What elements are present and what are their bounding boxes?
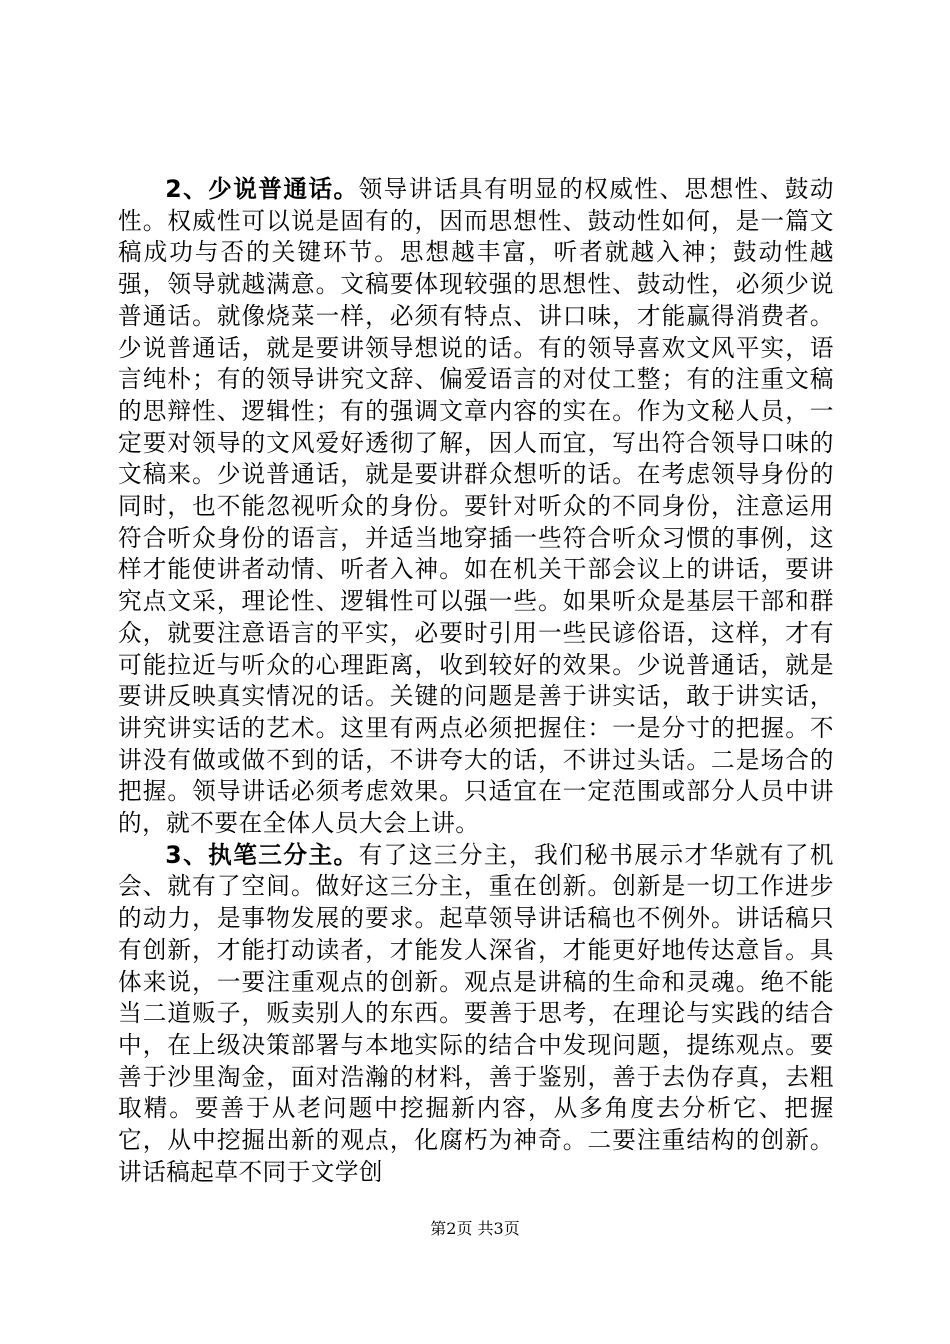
paragraph-2 xyxy=(118,174,834,840)
paragraph-2-heading: 2、少说普通话。 xyxy=(165,175,359,203)
paragraph-2-text: 领导讲话具有明显的权威性、思想性、鼓动性。权威性可以说是固有的，因而思想性、鼓动性如何，是一篇文稿成功与否的关键环节。思想越丰富，听者就越入神；鼓动性越强，领导就越满意。文稿要体现较强的思想性、鼓动性，必须少说普通话。就像烧菜一样，必须有特点、讲口味，才能赢得消费者。少说普通话，就是要讲领导想说的话。有的领导喜欢文风平实，语言纯朴；有的领导讲究文辞、偏爱语言的对仗工整；有的注重文稿的思辩性、逻辑性；有的强调文章内容的实在。作为文秘人员，一定要对领导的文风爱好透彻了解，因人而宜，写出符合领导口味的文稿来。少说普通话，就是要讲群众想听的话。在考虑领导身份的同时，也不能忽视听众的身份。要针对听众的不同身份，注意运用符合听众身份的语言，并适当地穿插一些符合听众习惯的事例，这样才能使讲者动情、听者入神。如在机关干部会议上的讲话，要讲究点文采，理论性、逻辑性可以强一些。如果听众是基层干部和群众，就要注意语言的平实，必要时引用一些民谚俗语，这样，才有可能拉近与听众的心理距离，收到较好的效果。少说普通话，就是要讲反映真实情况的话。关键的问题是善于讲实话，敢于讲实话，讲究讲实话的艺术。这里有两点必须把握住：一是分寸的把握。不讲没有做或做不到的话，不讲夸大的话，不讲过头话。二是场合的把握。领导讲话必须考虑效果。只适宜在一定范围或部分人员中讲的，就不要在全体人员大会上讲。 xyxy=(118,175,834,838)
page-footer: 第2页 共3页 xyxy=(430,1219,520,1238)
paragraph-3 xyxy=(118,840,834,1189)
paragraph-3-heading: 3、执笔三分主。 xyxy=(165,840,359,869)
document-body xyxy=(118,174,834,1189)
paragraph-3-text: 有了这三分主，我们秘书展示才华就有了机会、就有了空间。做好这三分主，重在创新。创新是一切工作进步的动力，是事物发展的要求。起草领导讲话稿也不例外。讲话稿只有创新，才能打动读者，才能发人深省，才能更好地传达意旨。具体来说，一要注重观点的创新。观点是讲稿的生命和灵魂。绝不能当二道贩子，贩卖别人的东西。要善于思考，在理论与实践的结合中，在上级决策部署与本地实际的结合中发现问题，提练观点。要善于沙里淘金，面对浩瀚的材料，善于鉴别，善于去伪存真，去粗取精。要善于从老问题中挖掘新内容，从多角度去分析它、把握它，从中挖掘出新的观点，化腐朽为神奇。二要注重结构的创新。讲话稿起草不同于文学创 xyxy=(118,840,834,1186)
